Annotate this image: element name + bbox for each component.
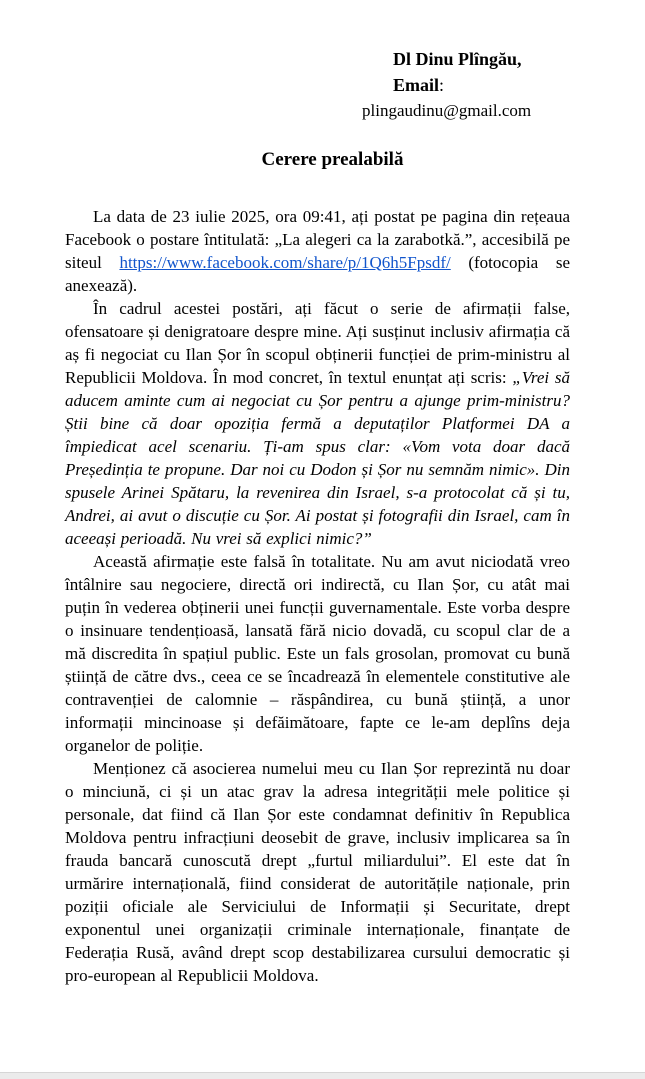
paragraph-text: Menționez că asocierea numelui meu cu Ilan Șor reprezintă nu doar o minciună, ci și un atac grav la adresa integrității mele politice și personale, dat fiind că Ilan Șor este condamnat definitiv în Republica Moldova pentru infracțiuni deosebit de grave, inclusiv implicarea sa în frauda bancară cunoscută drept „furtul miliardului”. El este dat în urmărire internațională, fiind considerat de autoritățile naționale, prin poziții oficiale ale Serviciului de Informații și Securitate, drept exponentul unei organizații criminale internaționale, finanțate de Federația Rusă, având drept scop destabilizarea cursului democratic și pro-european al Republicii Moldova. xyxy=(65,759,570,985)
document-body xyxy=(65,205,570,987)
quoted-post-text: „Vrei să aducem aminte cum ai negociat cu Șor pentru a ajunge prim-ministru? Știi bine că doar opoziția fermă a deputaților Platformei DA a împiedicat acel scenariu. Ți-am spus clar: «Vom vota doar dacă Președinția te propune. Dar noi cu Dodon și Șor nu semnăm nimic». Din spusele Arinei Spătaru, la revenirea din Israel, s-a protocolat că și tu, Andrei, ai avut o discuție cu Șor. Ai postat și fotografii din Israel, cam în aceeași perioadă. Nu vrei să explici nimic?” xyxy=(65,368,570,548)
recipient-block xyxy=(65,46,570,124)
paragraph-text: (fotocopia se anexează). xyxy=(65,253,570,295)
email-separator: : xyxy=(439,75,445,95)
facebook-link[interactable]: https://www.facebook.com/share/p/1Q6h5Fpsdf/ xyxy=(119,253,451,272)
paragraph-denial xyxy=(65,550,570,757)
email-label: Email xyxy=(393,75,440,95)
paragraph-allegations-quote xyxy=(65,297,570,550)
document-title: Cerere prealabilă xyxy=(261,149,404,170)
email-line xyxy=(393,72,570,98)
paragraph-text: În cadrul acestei postări, ați făcut o serie de afirmații false, ofensatoare și denigratoare despre mine. Ați susținut inclusiv afirmația că aș fi negociat cu Ilan Șor în scopul obținerii funcției de prim-ministru al Republicii Moldova. În mod concret, în textul enunțat ați scris: xyxy=(65,299,570,387)
paragraph-facebook-post xyxy=(65,205,570,297)
paragraph-text: La data de 23 iulie 2025, ora 09:41, ați postat pe pagina din rețeaua Facebook o postare întitulată: „La alegeri ca la zarabotkă.”, accesibilă pe siteul xyxy=(65,207,570,272)
recipient-name: Dl Dinu Plîngău, xyxy=(393,49,522,69)
paragraph-text: Această afirmație este falsă în totalitate. Nu am avut niciodată vreo întâlnire sau negociere, directă ori indirectă, cu Ilan Șor, cu atât mai puțin în vederea obținerii unei funcții guvernamentale. Este vorba despre o insinuare tendențioasă, lansată fără nicio dovadă, cu scopul clar de a mă discredita în spațiul public. Este un fals grosolan, promovat cu bună știință de către dvs., ceea ce se încadrează în elementele constitutive ale contravenției de calomnie – răspândirea, cu bună știință, a unor informații mincinoase și defăimătoare, fapte ce le-am deplîns deja organelor de poliție. xyxy=(65,552,570,755)
recipient-email: plingaudinu@gmail.com xyxy=(362,101,532,120)
paragraph-sor-context xyxy=(65,757,570,987)
page-edge-strip xyxy=(0,1072,645,1079)
